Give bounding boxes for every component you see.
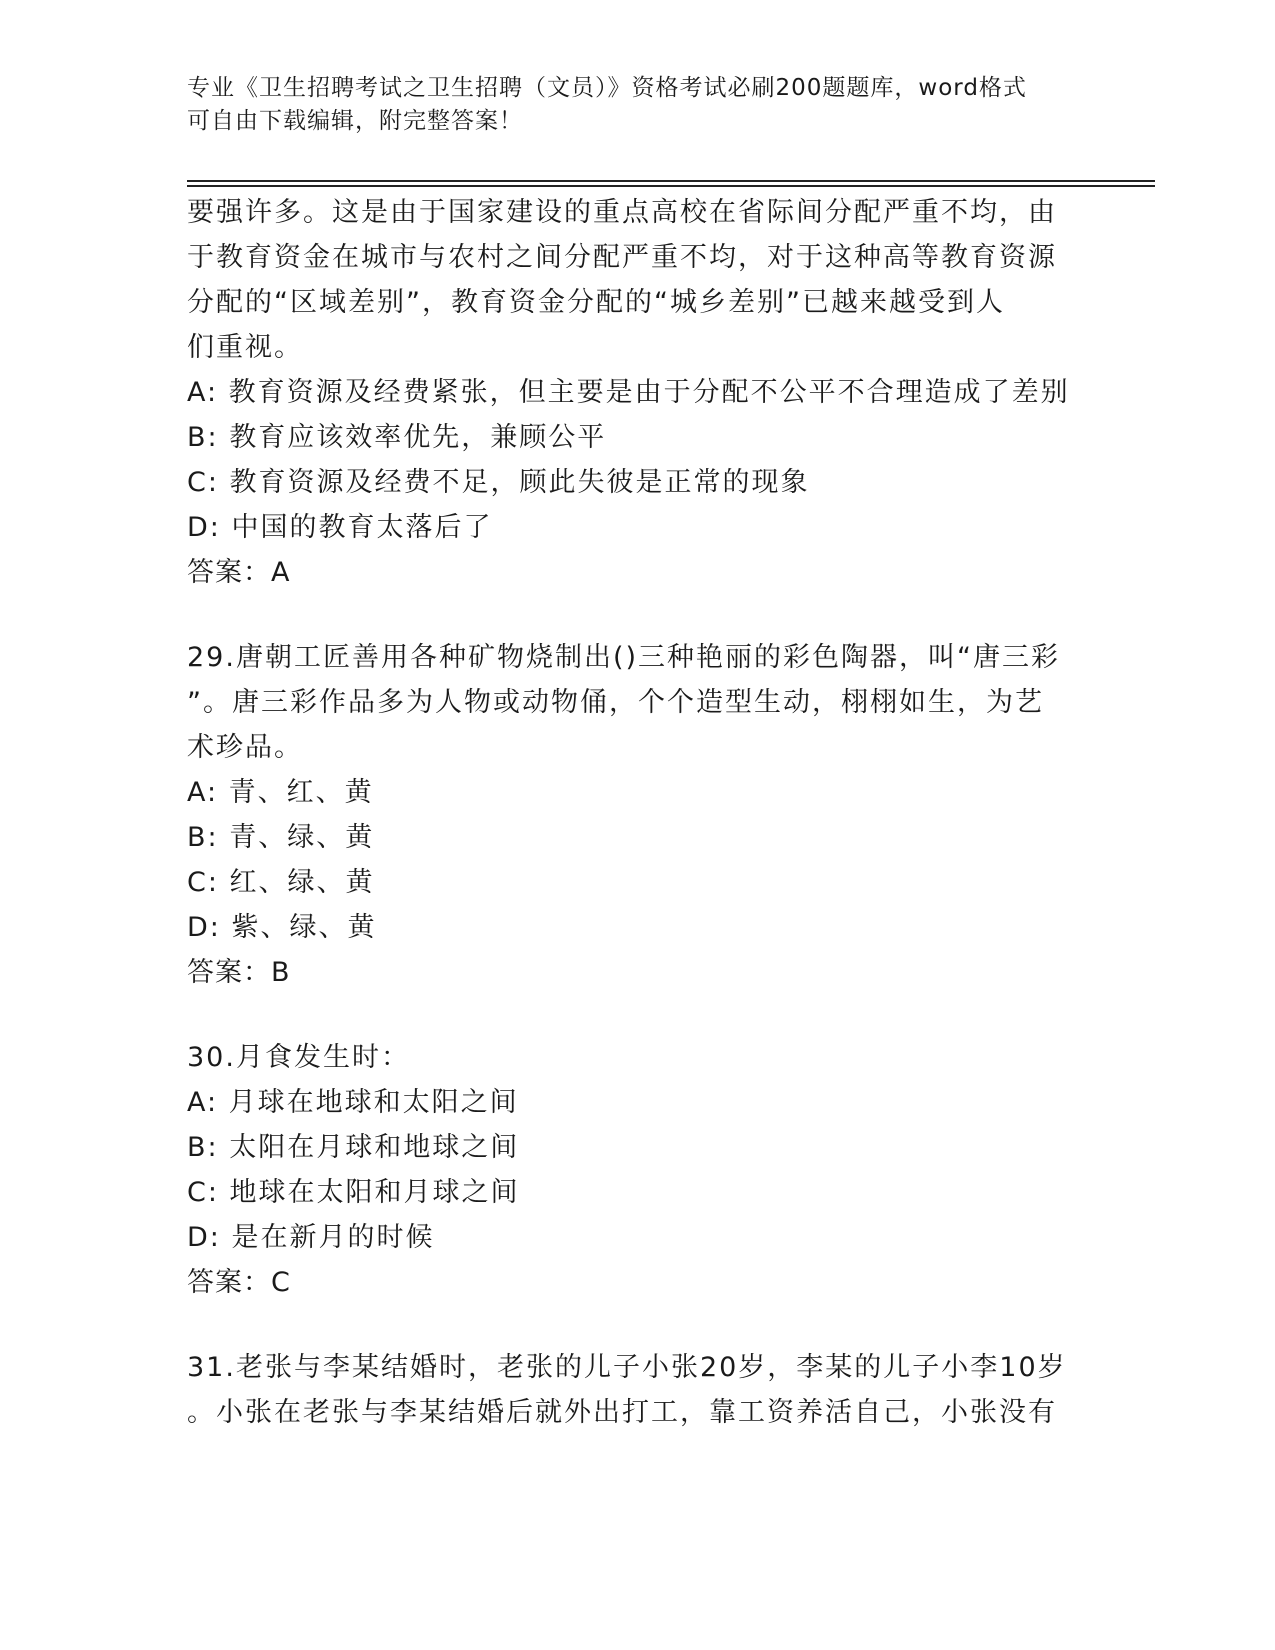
option-d: D: 是在新月的时候 xyxy=(187,1222,435,1253)
answer-line: 答案：A xyxy=(187,557,291,588)
question-text-line: 分配的“区域差别”，教育资金分配的“城乡差别”已越来越受到人 xyxy=(187,287,1005,318)
question-text-line: 于教育资金在城市与农村之间分配严重不均，对于这种高等教育资源 xyxy=(187,242,1057,273)
option-b: B: 太阳在月球和地球之间 xyxy=(187,1132,520,1163)
option-c: C: 教育资源及经费不足，顾此失彼是正常的现象 xyxy=(187,467,810,498)
option-b: B: 青、绿、黄 xyxy=(187,822,375,853)
question-spacer xyxy=(187,1305,1087,1345)
question-text-line: 要强许多。这是由于国家建设的重点高校在省际间分配严重不均，由 xyxy=(187,197,1057,228)
header-divider-bottom xyxy=(187,185,1155,187)
question-text-line: 30.月食发生时： xyxy=(187,1042,410,1073)
question-text-line: 29.唐朝工匠善用各种矿物烧制出()三种艳丽的彩色陶器，叫“唐三彩 xyxy=(187,642,1060,673)
question-28 xyxy=(187,190,1087,595)
question-text-line: 术珍品。 xyxy=(187,732,303,763)
question-spacer xyxy=(187,995,1087,1035)
option-c: C: 地球在太阳和月球之间 xyxy=(187,1177,520,1208)
header-line-1: 专业《卫生招聘考试之卫生招聘（文员）》资格考试必刷200题题库，word格式 xyxy=(187,75,1027,101)
option-d: D: 中国的教育太落后了 xyxy=(187,512,493,543)
option-a: A: 月球在地球和太阳之间 xyxy=(187,1087,519,1118)
page-header xyxy=(187,72,1087,138)
question-29 xyxy=(187,635,1087,995)
question-text-line: ”。唐三彩作品多为人物或动物俑，个个造型生动，栩栩如生，为艺 xyxy=(187,687,1044,718)
answer-line: 答案：C xyxy=(187,1267,291,1298)
option-b: B: 教育应该效率优先，兼顾公平 xyxy=(187,422,607,453)
question-text-line: 31.老张与李某结婚时，老张的儿子小张20岁，李某的儿子小李10岁 xyxy=(187,1352,1067,1383)
question-30 xyxy=(187,1035,1087,1305)
question-spacer xyxy=(187,595,1087,635)
question-text-line: 们重视。 xyxy=(187,332,303,363)
header-line-2: 可自由下载编辑，附完整答案！ xyxy=(187,108,523,134)
option-d: D: 紫、绿、黄 xyxy=(187,912,377,943)
question-31 xyxy=(187,1345,1087,1435)
answer-line: 答案：B xyxy=(187,957,291,988)
option-a: A: 教育资源及经费紧张，但主要是由于分配不公平不合理造成了差别 xyxy=(187,377,1070,408)
question-list xyxy=(187,190,1087,1435)
question-text-line: 。小张在老张与李某结婚后就外出打工，靠工资养活自己，小张没有 xyxy=(187,1397,1057,1428)
option-a: A: 青、红、黄 xyxy=(187,777,374,808)
header-divider-top xyxy=(187,180,1155,182)
option-c: C: 红、绿、黄 xyxy=(187,867,375,898)
